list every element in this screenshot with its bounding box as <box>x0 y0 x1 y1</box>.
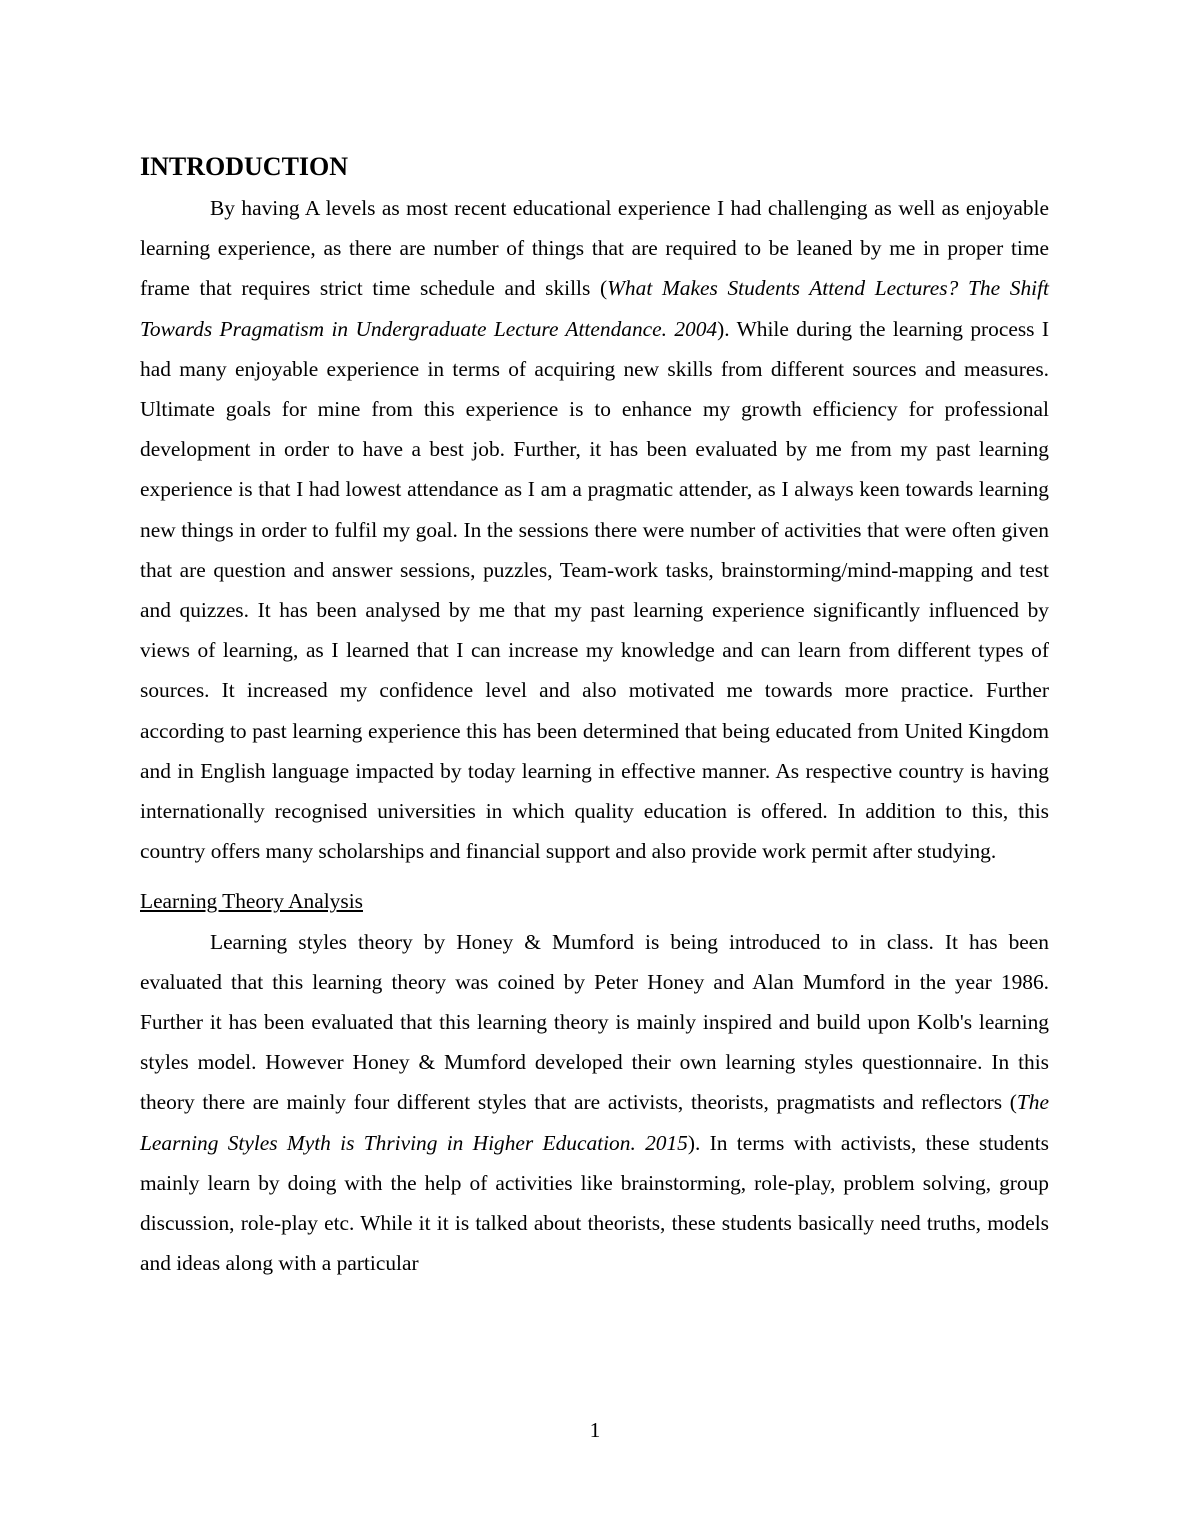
theory-text-start: Learning styles theory by Honey & Mumford is being introduced to in class. It has been evaluated that this learning theory was coined by Peter Honey and Alan Mumford in the year 1986. Further it has been evaluated that this learning theory is mainly inspired and build upon Kolb's learning styles model. However Honey & Mumford developed their own learning styles questionnaire. In this theory there are mainly four different styles that are activists, theorists, pragmatists and reflectors ( <box>140 929 1049 1115</box>
page-number: 1 <box>589 1418 601 1442</box>
theory-text-end: ). In terms with activists, these students mainly learn by doing with the help of activities like brainstorming, role-play, problem solving, group discussion, role-play etc. While it it is talked about theorists, these students basically need truths, models and ideas along with a particular <box>140 1130 1049 1276</box>
theory-paragraph <box>140 922 1049 1284</box>
intro-text-start: By having A levels as most recent educational experience I had challenging as well as enjoyable learning experience, as there are number of things that are required to be leaned by me in proper time frame that requires strict time schedule and skills ( <box>140 196 1049 301</box>
intro-text-end: ). While during the learning process I had many enjoyable experience in terms of acquiring new skills from different sources and measures. Ultimate goals for mine from this experience is to enhance my growth efficiency for professional development in order to have a best job. Further, it has been evaluated by me from my past learning experience is that I had lowest attendance as I am a pragmatic attender, as I always keen towards learning new things in order to fulfil my goal. In the sessions there were number of activities that were often given that are question and answer sessions, puzzles, Team-work tasks, brainstorming/mind-mapping and test and quizzes. It has been analysed by me that my past learning experience significantly influenced by views of learning, as I learned that I can increase my knowledge and can learn from different types of sources. It increased my confidence level and also motivated me towards more practice. Further according to past learning experience this has been determined that being educated from United Kingdom and in English language impacted by today learning in effective manner. As respective country is having internationally recognised universities in which quality education is offered. In addition to this, this country offers many scholarships and financial support and also provide work permit after studying. <box>140 316 1049 864</box>
introduction-heading: INTRODUCTION <box>140 152 349 181</box>
intro-citation: What Makes Students Attend Lectures? The Shift Towards Pragmatism in Undergraduate Lecture Attendance. 2004 <box>140 276 1049 341</box>
page-content <box>140 150 1049 1283</box>
intro-paragraph <box>140 188 1049 871</box>
section-heading-line <box>140 881 1049 921</box>
theory-citation: The Learning Styles Myth is Thriving in Higher Education. 2015 <box>140 1090 1049 1155</box>
learning-theory-heading: Learning Theory Analysis <box>140 889 363 914</box>
